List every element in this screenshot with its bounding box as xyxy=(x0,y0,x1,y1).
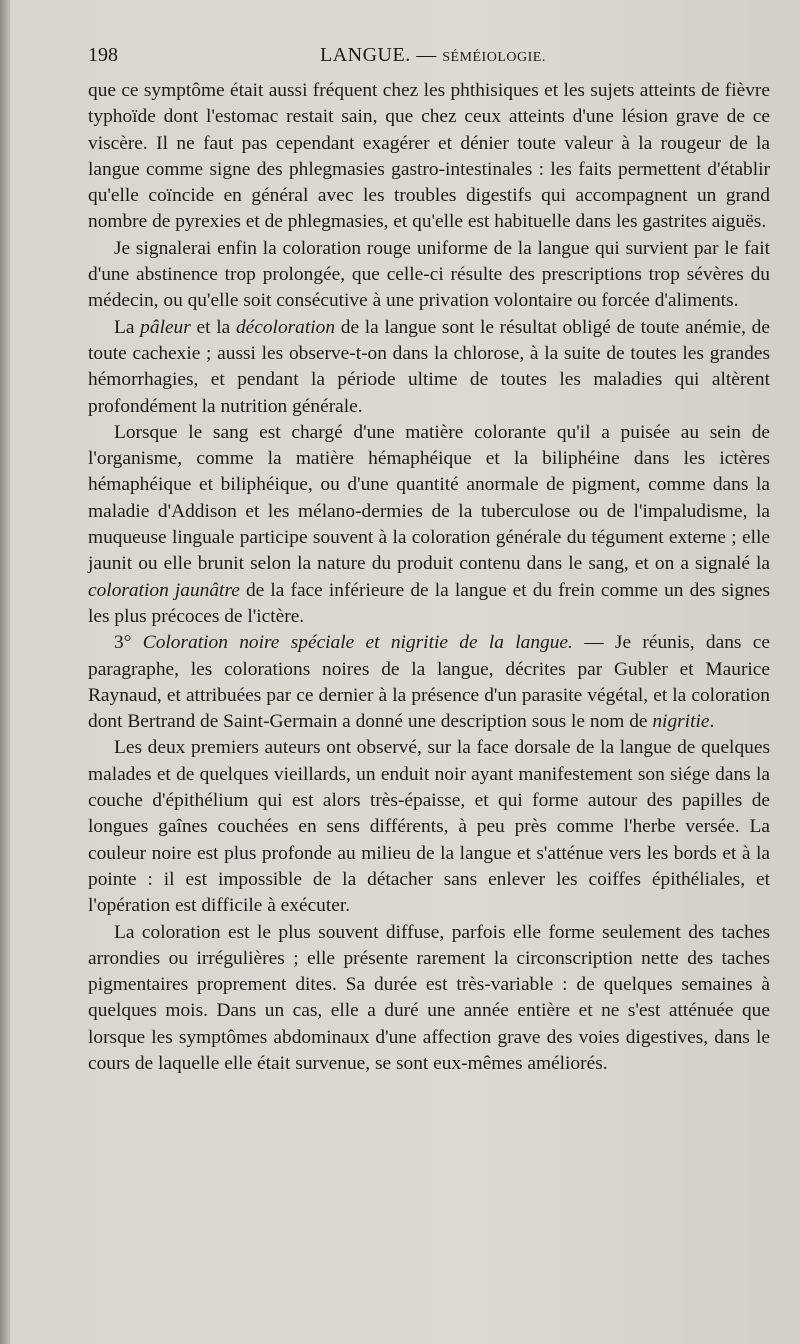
paragraph-text: Lorsque le sang est chargé d'une matière colorante qu'il a puisée au sein de l'organisme, comme la matière hémaphéique et la biliphéine dans les ictères hémaphéique et biliphéique, ou d'une quantité anormale de pigment, comme dans la maladie d'Addison et les mélano-dermies de la tuberculose ou de l'impaludisme, la muqueuse linguale participe souvent à la coloration générale du tégument externe ; elle jaunit ou elle brunit selon la nature du produit contenu dans le sang, et on a signalé la xyxy=(88,421,770,575)
paragraph xyxy=(88,78,770,236)
paragraph-text: — Je réunis, dans ce paragraphe, les colorations noires de la langue, décrites par Gubler et Maurice Raynaud, et attribuées par ce dernier à la présence d'un parasite végétal, et la coloration dont Bertrand de Saint-Germain a donné une description sous le nom de xyxy=(88,632,770,733)
body-text xyxy=(88,78,770,1077)
running-header xyxy=(88,44,768,72)
paragraph-text: Je signalerai enfin la coloration rouge uniforme de la langue qui survient par le fait d'une abstinence trop prolongée, que celle-ci résulte des prescriptions trop sévères du médecin, ou qu'elle soit consécutive à une privation volontaire ou forcée d'aliments. xyxy=(88,237,770,312)
running-title-sub: SÉMÉIOLOGIE. xyxy=(442,50,546,65)
running-title-main: LANGUE. xyxy=(320,44,411,66)
section-heading: Coloration noire spéciale et nigritie de la langue. xyxy=(142,632,573,654)
paragraph xyxy=(88,735,770,919)
italic-term: coloration jaunâtre xyxy=(88,579,240,601)
paragraph xyxy=(88,236,770,315)
paragraph xyxy=(88,920,770,1078)
paragraph-text: de la langue sont le résultat obligé de toute anémie, de toute cachexie ; aussi les observe-t-on dans la chlorose, à la suite de toutes les grandes hémorrhagies, et pendant la période ultime de toutes les maladies qui altèrent profondément la nutrition générale. xyxy=(88,316,770,417)
paragraph-text: La xyxy=(114,316,141,338)
paragraph-text: . xyxy=(709,711,715,733)
page-gutter-shadow xyxy=(0,0,10,1344)
italic-term: décoloration xyxy=(235,316,336,338)
paragraph-text: La coloration est le plus souvent diffuse, parfois elle forme seulement des taches arrondies ou irrégulières ; elle présente rarement la circonscription nette des taches pigmentaires proprement dites. Sa durée est très-variable : de quelques semaines à quelques mois. Dans un cas, elle a duré une année entière et ne s'est atténuée que lorsque les symptômes abdominaux d'une affection grave des voies digestives, dans le cours de laquelle elle était survenue, se sont eux-mêmes améliorés. xyxy=(88,921,770,1074)
page-number: 198 xyxy=(88,44,118,66)
paragraph-text: et la xyxy=(190,316,236,338)
running-title xyxy=(320,44,546,67)
paragraph-text: que ce symptôme était aussi fréquent chez les phthisiques et les sujets atteints de fièvre typhoïde dont l'estomac restait sain, que chez ceux atteints d'une lésion grave de ce viscère. Il ne faut pas cependant exagérer et dénier toute valeur à la rougeur de la langue comme signe des phlegmasies gastro-intestinales : les faits permettent d'établir qu'elle coïncide en général avec les troubles digestifs qui accompagnent un grand nombre de pyrexies et de phlegmasies, et qu'elle est habituelle dans les gastrites aiguës. xyxy=(88,80,770,233)
running-title-dash: — xyxy=(416,44,437,66)
paragraph-text: de la face inférieure de la langue et du frein comme un des signes les plus précoces de l'ictère. xyxy=(88,579,770,627)
italic-term: nigritie xyxy=(652,711,710,733)
paragraph xyxy=(88,315,770,420)
italic-term: pâleur xyxy=(140,316,191,338)
paragraph xyxy=(88,630,770,735)
paragraph xyxy=(88,420,770,630)
paragraph-text: Les deux premiers auteurs ont observé, sur la face dorsale de la langue de quelques malades et de quelques vieillards, un enduit noir ayant manifestement son siége dans la couche d'épithélium qui est alors très-épaisse, et qui forme autour des papilles de longues gaînes couchées en sens différents, à peu près comme l'herbe versée. La couleur noire est plus profonde au milieu de la langue et s'atténue vers les bords et à la pointe : il est impossible de la détacher sans enlever les coiffes épithéliales, et l'opération est difficile à exécuter. xyxy=(88,737,770,917)
section-number: 3° xyxy=(114,632,143,654)
